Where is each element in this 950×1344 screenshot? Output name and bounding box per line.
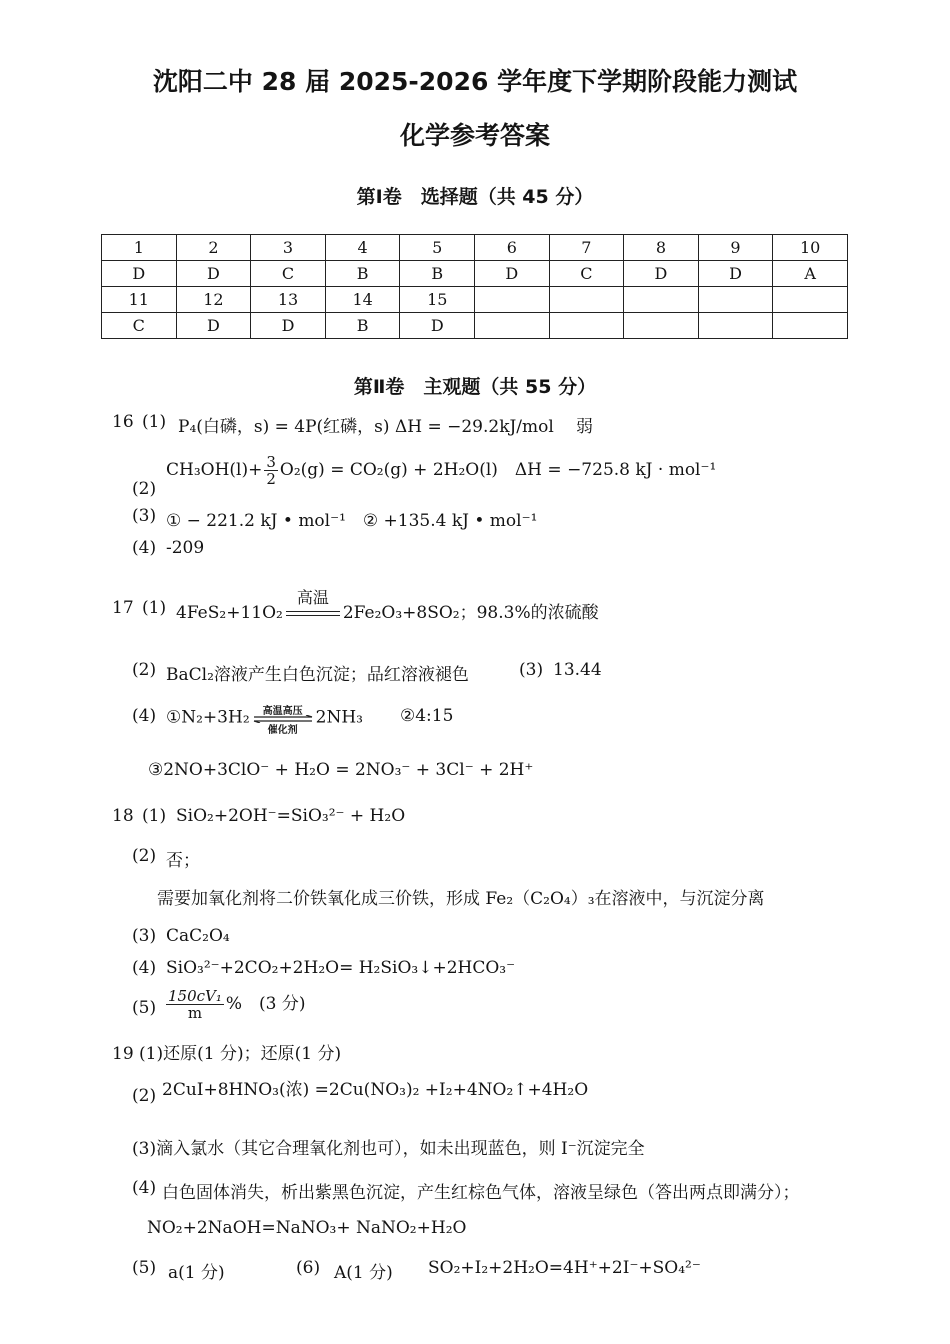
percent-suffix: % (3 分)	[225, 994, 306, 1014]
table-cell	[549, 313, 624, 339]
q16-part3-answer: ① − 221.2 kJ • mol⁻¹ ② +135.4 kJ • mol⁻¹	[166, 511, 538, 531]
q17-part4-answer-b: ②4:15	[400, 706, 454, 726]
table-cell: 15	[400, 287, 475, 313]
equation-right: 2Fe₂O₃+8SO₂；98.3%的浓硫酸	[342, 603, 599, 623]
q16-part4-answer: -209	[166, 538, 205, 558]
q16-part1-label: (1)	[142, 412, 167, 432]
table-cell: 11	[102, 287, 177, 313]
q17-part4-label: (4)	[132, 706, 157, 726]
table-cell: D	[176, 313, 251, 339]
q19-part6-equation: SO₂+I₂+2H₂O=4H⁺+2I⁻+SO₄²⁻	[428, 1258, 701, 1278]
q19-part4-label: (4)	[132, 1178, 157, 1198]
q18-part5-answer	[164, 988, 306, 1021]
fraction-denominator: m	[187, 1004, 203, 1022]
part1-heading: 第Ⅰ卷 选择题（共 45 分）	[356, 186, 594, 208]
q16-part3-label: (3)	[132, 506, 157, 526]
part2-heading: 第Ⅱ卷 主观题（共 55 分）	[353, 376, 597, 398]
equilibrium-sign	[286, 587, 340, 621]
table-cell: D	[475, 261, 550, 287]
equation-right: 2NH₃	[315, 707, 363, 728]
q18-part2-answer: 否；	[166, 851, 200, 871]
q19-part1-answer: 19 (1)还原(1 分)；还原(1 分)	[112, 1044, 342, 1064]
fraction	[264, 454, 278, 487]
table-cell: 3	[251, 235, 326, 261]
table-cell	[773, 313, 848, 339]
reaction-condition: 高温	[296, 587, 329, 607]
q18-part3-label: (3)	[132, 926, 157, 946]
q16-number: 16	[112, 412, 134, 432]
table-cell: C	[549, 261, 624, 287]
q17-part3-label: (3)	[519, 660, 544, 680]
q17-part1-answer	[176, 587, 599, 623]
table-row-answers-1	[102, 261, 848, 287]
table-cell: C	[251, 261, 326, 287]
q17-part4-answer	[166, 706, 363, 736]
table-row-answers-2	[102, 313, 848, 339]
table-cell	[549, 287, 624, 313]
q19-part6-label: (6)	[296, 1258, 321, 1278]
equation-left: CH₃OH(l)+	[166, 460, 263, 480]
table-cell	[698, 313, 773, 339]
q17-part4-answer-c: ③2NO+3ClO⁻ + H₂O = 2NO₃⁻ + 3Cl⁻ + 2H⁺	[148, 760, 534, 780]
table-cell: D	[698, 261, 773, 287]
table-cell: D	[400, 313, 475, 339]
fraction-denominator: 2	[266, 470, 276, 488]
table-cell	[773, 287, 848, 313]
q19-part4-answer: 白色固体消失，析出紫黑色沉淀，产生红棕色气体，溶液呈绿色（答出两点即满分）；	[162, 1183, 800, 1203]
table-cell: B	[325, 261, 400, 287]
q16-part1-answer: P₄(白磷，s) = 4P(红磷，s) ΔH = −29.2kJ/mol	[178, 417, 554, 437]
table-cell: 4	[325, 235, 400, 261]
table-cell	[624, 287, 699, 313]
q16-part1-extra: 弱	[576, 417, 593, 437]
table-cell: D	[251, 313, 326, 339]
fraction-numerator: 150cV₁	[168, 987, 222, 1005]
q19-part4-equation: NO₂+2NaOH=NaNO₃+ NaNO₂+H₂O	[147, 1218, 467, 1238]
q18-part4-answer: SiO₃²⁻+2CO₂+2H₂O= H₂SiO₃↓+2HCO₃⁻	[166, 958, 516, 978]
table-cell	[475, 313, 550, 339]
table-cell: B	[325, 313, 400, 339]
q19-part2-answer: 2CuI+8HNO₃(浓) =2Cu(NO₃)₂ +I₂+4NO₂↑+4H₂O	[162, 1080, 589, 1100]
fraction	[166, 988, 224, 1021]
table-cell: 5	[400, 235, 475, 261]
q19-part5-answer: a(1 分)	[168, 1263, 225, 1283]
table-cell: 10	[773, 235, 848, 261]
table-cell: 8	[624, 235, 699, 261]
q16-part2-answer	[166, 454, 716, 487]
fraction-numerator: 3	[266, 453, 276, 471]
q17-part2-answer: BaCl₂溶液产生白色沉淀；品红溶液褪色	[166, 665, 469, 685]
q18-part3-answer: CaC₂O₄	[166, 926, 230, 946]
table-cell	[475, 287, 550, 313]
q18-part1-answer: SiO₂+2OH⁻=SiO₃²⁻ + H₂O	[176, 806, 406, 826]
table-cell: 7	[549, 235, 624, 261]
table-cell: 1	[102, 235, 177, 261]
q16-part4-label: (4)	[132, 538, 157, 558]
equation-left: 4FeS₂+11O₂	[176, 603, 283, 623]
q17-part1-label: (1)	[142, 598, 167, 618]
table-cell: B	[400, 261, 475, 287]
table-cell: D	[176, 261, 251, 287]
table-cell: D	[624, 261, 699, 287]
table-cell: 9	[698, 235, 773, 261]
reaction-condition: 高温高压	[262, 706, 303, 717]
q17-part3-answer: 13.44	[553, 660, 602, 680]
q19-part5-label: (5)	[132, 1258, 157, 1278]
q18-part2-label: (2)	[132, 846, 157, 866]
q18-part4-label: (4)	[132, 958, 157, 978]
table-cell: 12	[176, 287, 251, 313]
q16-part2-label: (2)	[132, 479, 157, 499]
q18-number: 18	[112, 806, 134, 826]
table-cell: C	[102, 313, 177, 339]
q19-part6-answer: A(1 分)	[334, 1263, 393, 1283]
answer-table	[101, 234, 848, 339]
table-cell: 6	[475, 235, 550, 261]
document-title: 沈阳二中 28 届 2025-2026 学年度下学期阶段能力测试	[152, 67, 798, 96]
table-cell: D	[102, 261, 177, 287]
reaction-catalyst: 催化剂	[267, 725, 298, 736]
table-cell: A	[773, 261, 848, 287]
equation-left: ①N₂+3H₂	[166, 707, 250, 728]
q18-part2-explanation: 需要加氧化剂将二价铁氧化成三价铁，形成 Fe₂（C₂O₄）₃在溶液中，与沉淀分离	[157, 889, 765, 909]
q18-part1-label: (1)	[142, 806, 167, 826]
equation-right: O₂(g) = CO₂(g) + 2H₂O(l) ΔH = −725.8 kJ · mol⁻¹	[279, 460, 717, 480]
table-cell	[624, 313, 699, 339]
q18-part5-label: (5)	[132, 998, 157, 1018]
document-subtitle: 化学参考答案	[399, 121, 550, 150]
table-cell	[698, 287, 773, 313]
table-cell: 14	[325, 287, 400, 313]
q17-number: 17	[112, 598, 134, 618]
q17-part2-label: (2)	[132, 660, 157, 680]
q19-part2-label: (2)	[132, 1086, 157, 1106]
table-cell: 13	[251, 287, 326, 313]
table-row-numbers-1	[102, 235, 848, 261]
reversible-arrow	[252, 706, 314, 736]
table-row-numbers-2	[102, 287, 848, 313]
table-cell: 2	[176, 235, 251, 261]
q19-part3-answer: (3)滴入氯水（其它合理氧化剂也可），如未出现蓝色，则 I⁻沉淀完全	[132, 1139, 645, 1159]
